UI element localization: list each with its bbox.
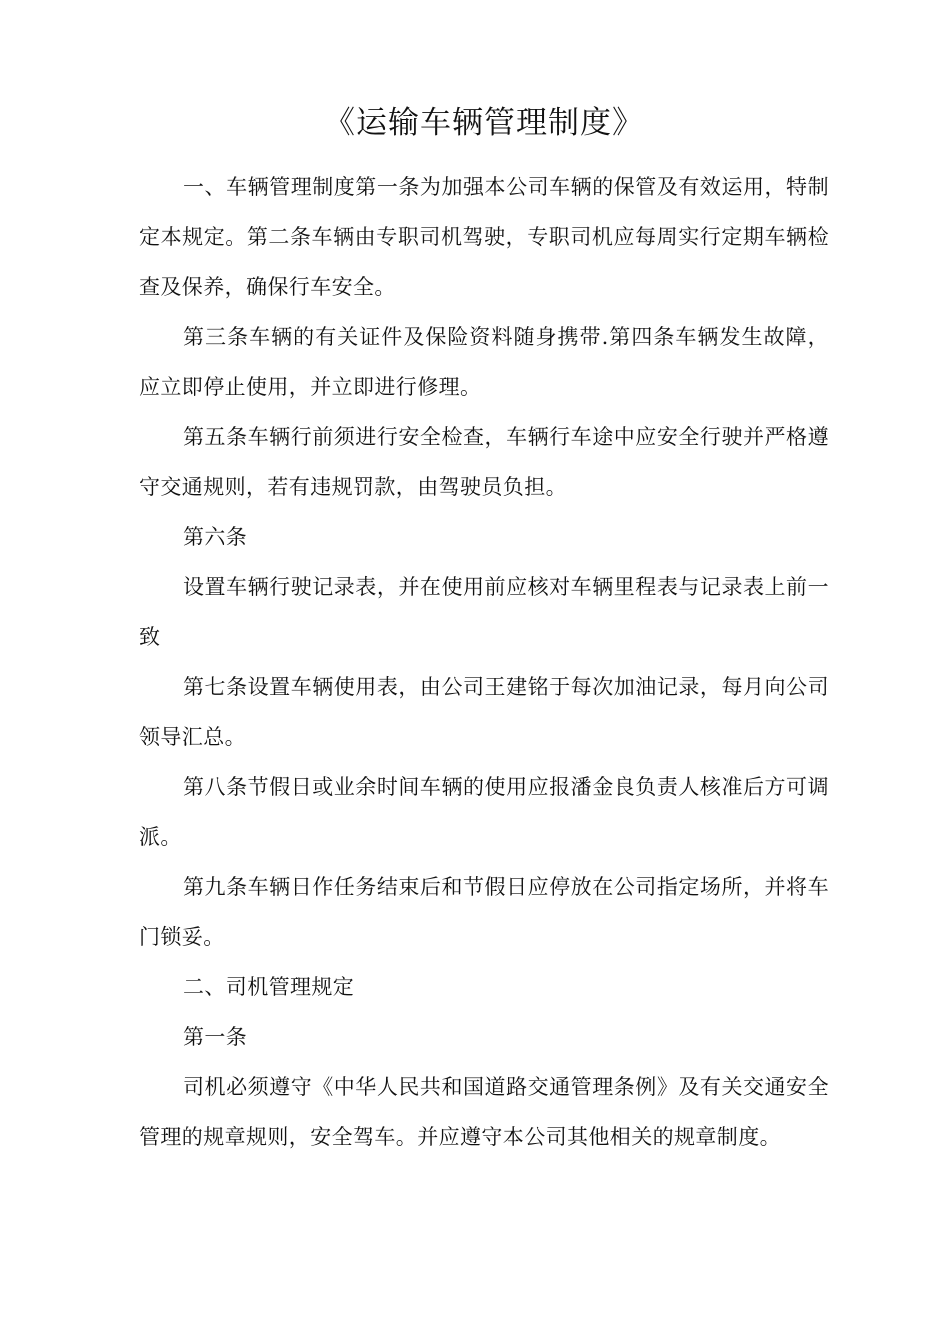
document-page <box>139 98 829 1162</box>
paragraph-2: 第三条车辆的有关证件及保险资料随身携带.第四条车辆发生故障，应立即停止使用，并立即进行修理。 <box>139 325 829 399</box>
paragraph-6: 第七条设置车辆使用表，由公司王建铭于每次加油记录，每月向公司领导汇总。 <box>139 675 829 749</box>
paragraph-5: 设置车辆行驶记录表，并在使用前应核对车辆里程表与记录表上前一致 <box>139 575 829 649</box>
paragraph-8: 第九条车辆日作任务结束后和节假日应停放在公司指定场所，并将车门锁妥。 <box>139 875 829 949</box>
section-heading-driver-rules: 二、司机管理规定 <box>183 975 355 999</box>
paragraph-3: 第五条车辆行前须进行安全检查，车辆行车途中应安全行驶并严格遵守交通规则，若有违规罚款，由驾驶员负担。 <box>139 425 829 499</box>
paragraph-11: 司机必须遵守《中华人民共和国道路交通管理条例》及有关交通安全管理的规章规则，安全驾车。并应遵守本公司其他相关的规章制度。 <box>139 1075 829 1149</box>
document-title: 《运输车辆管理制度》 <box>324 105 644 141</box>
paragraph-10: 第一条 <box>183 1025 248 1049</box>
paragraph-4: 第六条 <box>183 525 248 549</box>
paragraph-7: 第八条节假日或业余时间车辆的使用应报潘金良负责人核准后方可调派。 <box>139 775 829 849</box>
paragraph-1: 一、车辆管理制度第一条为加强本公司车辆的保管及有效运用，特制定本规定。第二条车辆由专职司机驾驶，专职司机应每周实行定期车辆检查及保养，确保行车安全。 <box>139 175 829 299</box>
